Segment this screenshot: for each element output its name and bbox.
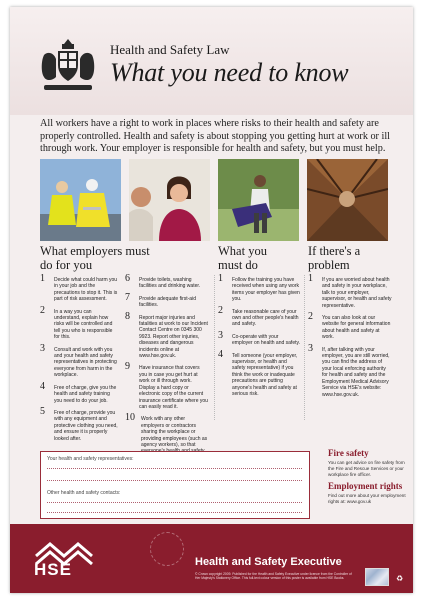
- recycle-icon: ♻: [396, 574, 404, 583]
- list-item: 4 Free of charge, give you the health and safety training you need to do your job.: [40, 380, 117, 404]
- organisation-name: Health and Safety Executive: [195, 556, 342, 568]
- problem-list: [308, 273, 392, 404]
- employers-heading: What employers must do for you: [40, 244, 150, 272]
- reps-line: [47, 480, 302, 481]
- intro-paragraph: All workers have a right to work in places where risks to their health and safety are properly controlled. Health and safety is about stopping you getting hurt at work or ill through work. Your employer is responsible for health and safety, but you must help.: [40, 118, 390, 154]
- fire-safety-text: You can get advice on fire safety from the Fire and Rescue Services or your workplace fire officer.: [328, 460, 405, 477]
- photo-workers-hi-vis: [40, 159, 121, 241]
- poster-header: [10, 7, 413, 115]
- contacts-line: [47, 502, 302, 503]
- list-item: 1 If you are worried about health and safety in your workplace, talk to your employer, supervisor, or health and safety representative.: [308, 273, 392, 309]
- list-item: 4 Tell someone (your employer, supervisor, or health and safety representative) if you think the work or inadequate precautions are putting anyone's health and safety at serious risk.: [218, 348, 298, 398]
- seal-stamp-icon: [150, 532, 184, 566]
- reps-label: Your health and safety representatives:: [47, 456, 134, 462]
- list-item: 1 Follow the training you have received when using any work items your employer has given you.: [218, 273, 300, 303]
- royal-crest-icon: [38, 37, 98, 95]
- employment-rights-heading: Employment rights: [328, 481, 403, 491]
- list-item: 9 Have insurance that covers you in case you get hurt at work or ill through work. Display a hard copy or electronic copy of the current insurance certificate where you can easily read it.: [125, 361, 208, 410]
- list-item: 2 Take reasonable care of your own and other people's health and safety.: [218, 304, 299, 328]
- footer-band: [10, 524, 413, 593]
- list-item: 3 Consult and work with you and your health and safety representatives in protecting everyone from harm in the workplace.: [40, 342, 117, 379]
- photo-person-in-timber-roof: [307, 159, 388, 241]
- list-item: 10 Work with any other employers or contractors sharing the workplace or providing employees (such as agency workers), so that: [125, 412, 208, 448]
- contacts-line: [47, 512, 302, 513]
- list-item: 7 Provide adequate first-aid facilities.: [125, 291, 196, 309]
- contacts-label: Other health and safety contacts:: [47, 490, 121, 496]
- page-title: What you need to know: [110, 58, 349, 87]
- hologram-icon: [365, 568, 389, 586]
- you-heading: What you must do: [218, 244, 267, 272]
- reps-line: [47, 468, 302, 469]
- list-item: 2 You can also look at our website for general information about health and safety at work.: [308, 311, 391, 341]
- fire-safety-heading: Fire safety: [328, 448, 369, 458]
- column-divider: [214, 275, 215, 420]
- list-item: 3 If, after talking with your employer, you are still worried, you can find the address of your local enforcing authority for health and safety and the Employment Medical Advisory Service via HSE's website: www.hse.gov.uk.: [308, 342, 390, 398]
- list-item: 8 Report major injuries and fatalities at work to our Incident Contact Centre on 0345 300 9923. Report other injuries, diseases and dangerous incidents online at www.hse.gov.uk.: [125, 310, 208, 360]
- law-title: Health and Safety Law: [110, 42, 230, 57]
- representatives-box: [40, 451, 310, 519]
- photo-man-carrying-load: [218, 159, 299, 241]
- list-item: 2 In a way you can understand, explain how risks will be controlled and tell you who is responsible for this.: [40, 304, 113, 341]
- photo-two-women-talking: [129, 159, 210, 241]
- list-item: 6 Provide toilets, washing facilities and drinking water.: [125, 273, 201, 290]
- column-divider: [304, 275, 305, 420]
- problem-heading: If there's a problem: [308, 244, 361, 272]
- you-list: [218, 273, 301, 404]
- fine-print: © Crown copyright 2009. Published for the Health and Safety Executive under licence from the Controller of Her Majesty's Stationery Office. This full-text colour version of this poster is available from HSE Books.: [195, 572, 352, 580]
- poster: [10, 7, 413, 593]
- list-item: 1 Decide what could harm you in your job and the precautions to stop it. This is part of risk assessment.: [40, 273, 118, 303]
- list-item: 3 Co-operate with your employer on health and safety.: [218, 329, 301, 347]
- photo-strip: [40, 159, 390, 241]
- list-item: 5 Free of charge, provide you with any equipment and protective clothing you need, and ensure it is properly looked after.: [40, 405, 118, 442]
- employment-rights-text: Find out more about your employment rights at: www.gov.uk: [328, 493, 406, 504]
- employers-list-col1: [40, 273, 118, 448]
- employers-list-col2: [125, 273, 208, 467]
- hse-logo-text: HSE: [34, 560, 72, 579]
